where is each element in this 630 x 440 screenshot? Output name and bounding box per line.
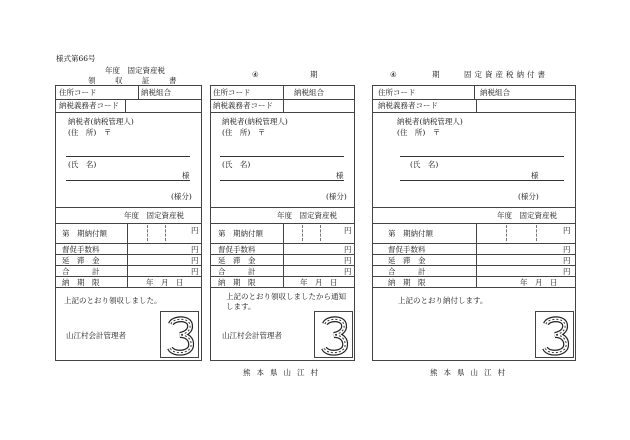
coupon3-yen-4: 円 xyxy=(563,267,571,276)
coupon2-address-code: 住所コード xyxy=(213,88,251,97)
coupon2-manager: 山江村会計管理者 xyxy=(222,331,282,340)
coupon1-taxpayer-label: 納税者(納税管理人) xyxy=(68,117,134,126)
coupon2-message: 上記のとおり領収しましたから通知します。 xyxy=(226,292,346,311)
coupon3-yen-3: 円 xyxy=(563,256,571,265)
coupon2-date: 年 月 日 xyxy=(300,278,338,287)
coupon1-year-tax2: 年度 固定資産税 xyxy=(124,211,184,220)
form-number: 様式第66号 xyxy=(56,54,96,63)
coupon2-yen-3: 円 xyxy=(344,256,352,265)
coupon1-late: 延 滞 金 xyxy=(62,256,100,265)
coupon1-name-label: (氏 名) xyxy=(68,160,97,169)
coupon3-name-label: (氏 名) xyxy=(410,160,439,169)
coupon2-year-tax2: 年度 固定資産税 xyxy=(277,211,337,220)
coupon3-tax-union: 納税組合 xyxy=(480,88,510,97)
coupon1-tax-union: 納税組合 xyxy=(141,88,171,97)
coupon1-yen-3: 円 xyxy=(191,256,199,265)
coupon3-stamp xyxy=(535,311,574,358)
coupon1-deadline: 納 期 限 xyxy=(62,278,100,287)
coupon3-stamp-digit-icon xyxy=(536,312,575,359)
coupon1-betsubun: (様分) xyxy=(171,192,192,201)
coupon2-taxpayer-code: 納税義務者コード xyxy=(213,101,273,110)
coupon2-footer: 熊本県山江村 xyxy=(243,368,324,377)
coupon3-footer: 熊本県山江村 xyxy=(430,368,511,377)
coupon1-fee: 督促手数料 xyxy=(62,245,100,254)
coupon3-late: 延 滞 金 xyxy=(388,256,426,265)
coupon1-installment: 第 期納付額 xyxy=(62,229,107,238)
coupon3-sama: 様 xyxy=(531,171,539,180)
coupon3-message: 上記のとおり納付します。 xyxy=(398,296,488,305)
coupon2-address-label: (住 所) 〒 xyxy=(222,128,266,137)
coupon2-yen-4: 円 xyxy=(344,267,352,276)
coupon1-stamp-digit-icon xyxy=(161,312,200,359)
coupon3-deadline: 納 期 限 xyxy=(388,278,426,287)
coupon1-date: 年 月 日 xyxy=(146,278,184,287)
coupon1-sama: 様 xyxy=(182,171,190,180)
coupon1-yen-1: 円 xyxy=(191,226,199,235)
coupon3-fee: 督促手数料 xyxy=(388,245,426,254)
coupon2-yen-1: 円 xyxy=(344,226,352,235)
coupon3-header-ki: 期 xyxy=(432,70,440,79)
coupon2-tax-union: 納税組合 xyxy=(294,88,324,97)
coupon2-total: 合 計 xyxy=(218,267,256,276)
coupon3-year-tax2: 年度 固定資産税 xyxy=(497,211,557,220)
coupon3-yen-1: 円 xyxy=(563,226,571,235)
coupon1-year-tax: 年度 固定資産税 xyxy=(105,66,165,75)
coupon3-betsubun: (様分) xyxy=(518,192,539,201)
coupon1-title: 領 収 証 書 xyxy=(88,76,183,85)
coupon2-late: 延 滞 金 xyxy=(218,256,256,265)
coupon1-yen-4: 円 xyxy=(191,267,199,276)
coupon2-taxpayer-label: 納税者(納税管理人) xyxy=(222,117,288,126)
coupon3-address-label: (住 所) 〒 xyxy=(397,128,441,137)
coupon3-taxpayer-label: 納税者(納税管理人) xyxy=(397,117,463,126)
coupon2-yen-2: 円 xyxy=(344,245,352,254)
coupon2-deadline: 納 期 限 xyxy=(218,278,256,287)
coupon2-installment: 第 期納付額 xyxy=(218,229,263,238)
coupon2-header-ki: 期 xyxy=(310,70,318,79)
coupon1-yen-2: 円 xyxy=(191,245,199,254)
coupon1-message: 上記のとおり領収しました。 xyxy=(64,296,162,305)
coupon2-name-label: (氏 名) xyxy=(222,160,251,169)
coupon1-address-label: (住 所) 〒 xyxy=(68,128,112,137)
coupon2-sama: 様 xyxy=(336,171,344,180)
coupon1-total: 合 計 xyxy=(62,267,100,276)
coupon3-header-title: 固定資産税納付書 xyxy=(464,70,548,79)
coupon2-stamp xyxy=(314,311,353,358)
coupon1-manager: 山江村会計管理者 xyxy=(66,331,126,340)
coupon3-date: 年 月 日 xyxy=(520,278,558,287)
coupon3-total: 合 計 xyxy=(388,267,426,276)
coupon2-fee: 督促手数料 xyxy=(218,245,256,254)
coupon2-header-num: ④ xyxy=(252,70,259,79)
coupon3-taxpayer-code: 納税義務者コード xyxy=(378,101,438,110)
coupon1-address-code: 住所コード xyxy=(59,88,97,97)
coupon3-address-code: 住所コード xyxy=(378,88,416,97)
coupon3-yen-2: 円 xyxy=(563,245,571,254)
coupon1-stamp xyxy=(160,311,199,358)
coupon1-taxpayer-code: 納税義務者コード xyxy=(59,101,119,110)
coupon3-installment: 第 期納付額 xyxy=(388,229,433,238)
coupon2-betsubun: (様分) xyxy=(326,192,347,201)
coupon3-header-num: ④ xyxy=(390,70,397,79)
coupon2-stamp-digit-icon xyxy=(315,312,354,359)
